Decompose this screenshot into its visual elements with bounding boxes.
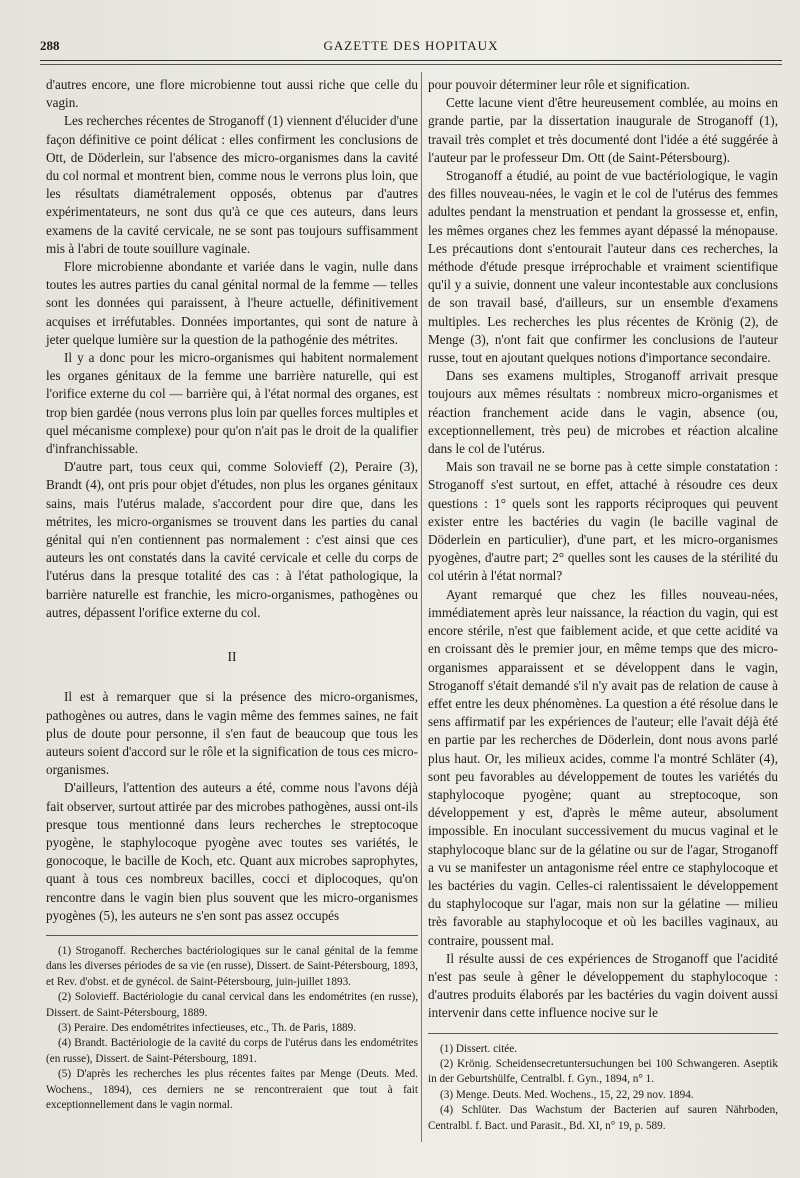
footnote: (3) Peraire. Des endométrites infectieuses, etc., Th. de Paris, 1889. <box>58 1021 357 1034</box>
paragraph: Il est à remarquer que si la présence des micro-organismes, pathogènes ou autres, dans le vagin même des femmes saines, ne fait plus de doute pour personne, il s'en faut de beaucoup que tous les auteurs soient d'accord sur le rôle et la signification de tous ces micro-organismes. <box>46 689 418 778</box>
footnote: (3) Menge. Deuts. Med. Wochens., 15, 22, 29 nov. 1894. <box>440 1088 694 1101</box>
paragraph: Les recherches récentes de Stroganoff (1) viennent d'élucider d'une façon définitive ce point délicat : elles confirment les conclusions de Ott, de Döderlein, sur l'absence des micro-organismes dans la cavité du col normal et montrent bien, comme nous le verrons plus loin, que les résultats diamétralement opposés, obtenus par d'autres expérimentateurs, ne sont dus qu'à ce que ces auteurs, dans leurs examens de la cavité cervicale, ne se sont pas toujours suffisamment mis à l'abri de toute souillure vaginale. <box>46 113 418 256</box>
footnotes <box>428 1042 778 1134</box>
journal-title: GAZETTE DES HOPITAUX <box>323 38 499 53</box>
header-rule <box>40 60 782 61</box>
footnote: (4) Brandt. Bactériologie de la cavité du corps de l'utérus dans les endométrites (en russe), Dissert. de Saint-Pétersbourg, 1891. <box>46 1037 418 1065</box>
footnote: (4) Schlüter. Das Wachstum der Bacterien auf sauren Nährboden, Centralbl. f. Bact. und Parasit., Bd. XI, n° 19, p. 589. <box>428 1104 778 1132</box>
paragraph: D'autre part, tous ceux qui, comme Solovieff (2), Peraire (3), Brandt (4), ont pris pour objet d'études, non plus les organes génitaux sains, mais l'utérus malade, s'accordent pour dire que, dans les métrites, les micro-organismes se trouvent dans les parties du canal génital qui n'en contiennent pas normalement : c'est ainsi que ces auteurs les ont constatés dans la cavité cervicale et celle du corps de l'utérus dans la presque totalité des cas : à l'état pathologique, la barrière naturelle est franchie, les micro-organismes, pathogènes ou autres, dépassent l'orifice externe du col. <box>46 459 418 620</box>
paragraph: Dans ses examens multiples, Stroganoff arrivait presque toujours aux mêmes résultats : nombreux micro-organismes et réaction franchement acide dans le vagin, absence (ou, exceptionnellement, très peu) de microbes et réaction alcaline dans le col de l'utérus. <box>428 368 778 457</box>
footnotes <box>46 944 418 1113</box>
paragraph: Ayant remarqué que chez les filles nouveau-nées, immédiatement après leur naissance, la réaction du vagin, qui est encore stérile, n'est que faiblement acide, et que cette acidité va en croissant dès le premier jour, en même temps que des micro-organismes apparaissent et se développent dans le vagin, Stroganoff s'était demandé s'il n'y avait pas de relation de cause à effet entre les deux phénomènes. La question a été résolue dans le sens affirmatif par les expériences de l'auteur; elle l'avait déjà été en partie par les recherches de Döderlein, dont nous avons parlé plus haut. Or, les milieux acides, comme l'a montré Schläter (4), sont peu favorables au développement de toutes les variétés du staphylocoque pyogène; quant au streptocoque, son développement y est, d'après le même auteur, absolument impossible. En inoculant successivement du mucus vaginal et le staphylocoque blanc sur de la gélatine ou sur de l'agar, Stroganoff a vu se manifester un antagonisme réel entre ce staphylocoque et les bactéries du vagin. Celles-ci ralentissaient le développement du staphylocoque sur l'agar, mais non sur la gélatine — milieu très favorable au staphylocoque et où les bacilles vaginaux, au contraire, poussent mal. <box>428 586 778 948</box>
paragraph: Stroganoff a étudié, au point de vue bactériologique, le vagin des filles nouveau-nées, le vagin et le col de l'utérus des femmes adultes pendant la menstruation et pendant la grossesse et, enfin, les mêmes organes chez les femmes ayant dépassé la ménopause. Les précautions dont s'entourait l'auteur dans ces recherches, la méthode d'étude presque irréprochable et vraiment scientifique qu'il y a suivie, donnent une valeur incontestable aux conclusions de son travail basé, d'ailleurs, sur un ensemble d'examens multiples. Les recherches les plus récentes de Krönig (2), de Menge (3), n'ont fait que confirmer les conclusions de l'auteur russe, tout en ajoutant quelques notions d'importance secondaire. <box>428 168 778 366</box>
footnote: (1) Dissert. citée. <box>440 1042 518 1055</box>
paragraph: d'autres encore, une flore microbienne tout aussi riche que celle du vagin. <box>46 77 418 111</box>
column-divider <box>421 72 422 1142</box>
footnote-rule <box>428 1033 778 1034</box>
footnote: (5) D'après les recherches les plus récentes faites par Menge (Deuts. Med. Wochens., 1894), ces derniers ne se rencontreraient que tout à fait exceptionnellement dans le vagin normal. <box>46 1068 418 1111</box>
header-rule-secondary <box>40 64 782 65</box>
paragraph: Mais son travail ne se borne pas à cette simple constatation : Stroganoff s'est surtout, en effet, attaché à résoudre ces deux questions : 1° quels sont les rapports réciproques qui peuvent exister entre les bactéries du vagin (le bacille vaginal de Döderlein en particulier), d'une part, et les micro-organismes pyogènes, d'autre part; 2° quelles sont les causes de la stérilité du col utérin à l'état normal? <box>428 459 778 584</box>
paragraph: Flore microbienne abondante et variée dans le vagin, nulle dans toutes les autres parties du canal génital normal de la femme — telles sont les données qui paraissent, à l'heure actuelle, définitivement acquises et irréfutables. Données importantes, qui sont de nature à jeter quelque lumière sur la question de la pathogénie des métrites. <box>46 259 418 347</box>
paragraph: Il résulte aussi de ces expériences de Stroganoff que l'acidité n'est pas seule à gêner le développement du staphylocoque : d'autres produits élaborés par les bactéries du vagin doivent aussi intervenir dans cette influence nocive sur le <box>428 950 778 1021</box>
right-column <box>428 76 778 1134</box>
left-column <box>46 76 418 1113</box>
paragraph: D'ailleurs, l'attention des auteurs a été, comme nous l'avons déjà fait observer, surtout attirée par des microbes pathogènes, aussi ont-ils presque tous mentionné dans leurs recherches le streptocoque pyogène, le staphylocoque pyogène avec toutes ses variétés, le gonocoque, le bacille de Koch, etc. Quant aux microbes saprophytes, quant à tous ces nombreux bacilles, cocci et diplocoques, qu'on rencontre dans le vagin bien plus souvent que les micro-organismes pyogènes (5), les auteurs ne s'en sont pas assez occupés <box>46 780 418 923</box>
paragraph: Cette lacune vient d'être heureusement comblée, au moins en grande partie, par la dissertation inaugurale de Stroganoff (1), travail très complet et très documenté dont l'idée a été suggérée à l'auteur par le professeur Dm. Ott (de Saint-Pétersbourg). <box>428 95 778 165</box>
section-heading: II <box>227 649 237 665</box>
page-number: 288 <box>40 38 60 53</box>
page-header <box>40 38 782 60</box>
footnote: (2) Solovieff. Bactériologie du canal cervical dans les endométrites (en russe), Dissert. de Saint-Pétersbourg, 1889. <box>46 991 418 1019</box>
footnote: (2) Krönig. Scheidensecretuntersuchungen bei 100 Schwangeren. Aseptik in der Geburtshülfe, Centralbl. f. Gyn., 1894, n° 1. <box>428 1057 778 1086</box>
footnote-rule <box>46 935 418 936</box>
footnote: (1) Stroganoff. Recherches bactériologiques sur le canal génital de la femme dans les diverses périodes de sa vie (en russe), Dissert. de Saint-Pétersbourg, 1893, et Rev. d'obst. et de gynécol. de Saint-Pétersbourg, juin-juillet 1893. <box>46 944 418 988</box>
paragraph: Il y a donc pour les micro-organismes qui habitent normalement les organes génitaux de la femme une barrière naturelle, qui est l'orifice externe du col — barrière qui, à l'état normal des organes, est trop bien gardée (nous verrons plus loin par quelles forces multiples et quel mécanisme complexe) pour qu'on n'ait pas le droit de la qualifier d'infranchissable. <box>46 350 418 457</box>
paragraph: pour pouvoir déterminer leur rôle et signification. <box>428 77 690 92</box>
